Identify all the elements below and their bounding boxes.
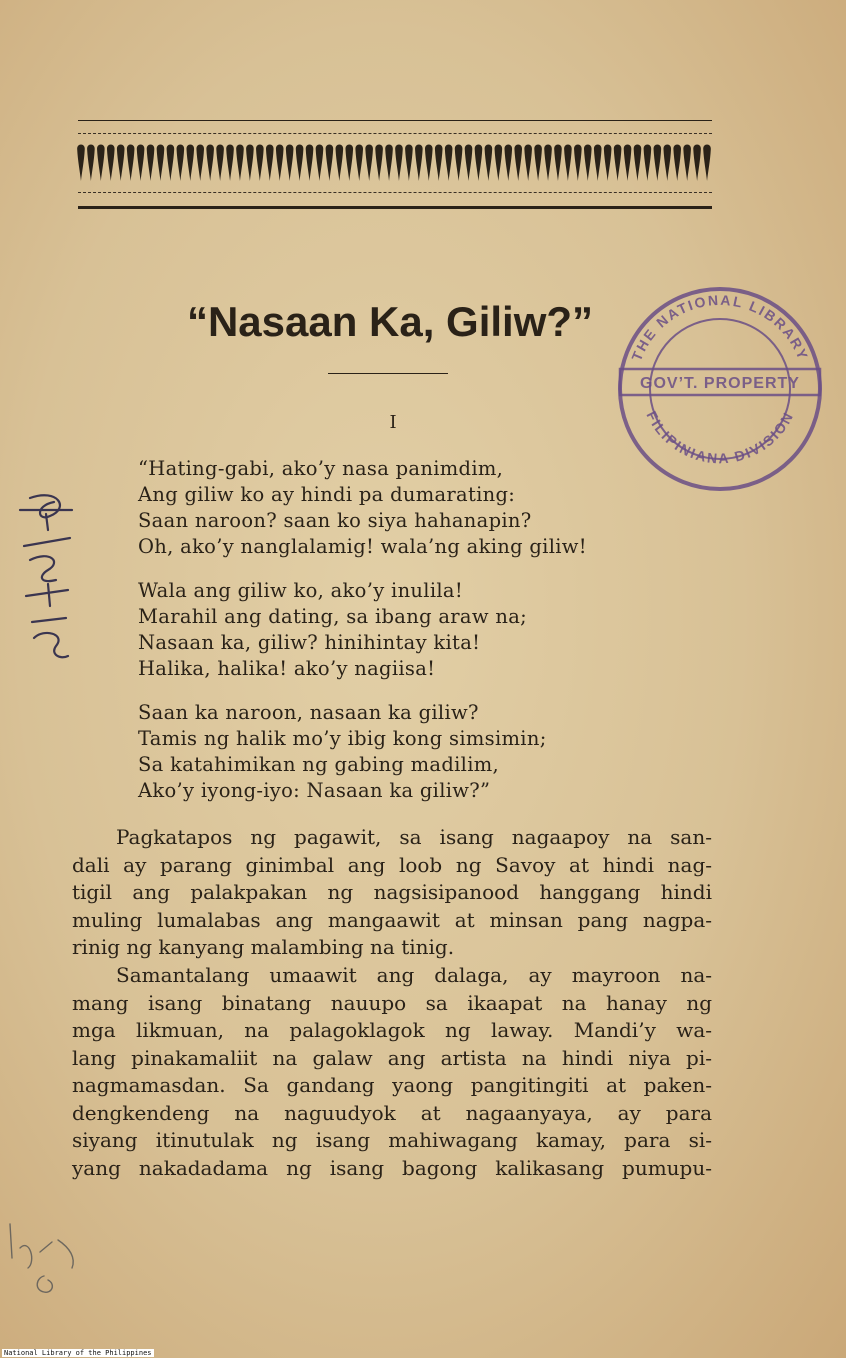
teardrop-ornament [495,145,503,182]
svg-text:GOV’T. PROPERTY: GOV’T. PROPERTY [640,375,800,392]
header-rule-top [78,120,712,121]
paragraph-line: yang nakadadama ng isang bagong kalikasang pumupu- [72,1155,712,1180]
teardrop-ornament [177,145,185,182]
page-title: “Nasaan Ka, Giliw?” [186,298,594,345]
teardrop-ornament [514,145,522,182]
verse-line: Nasaan ka, giliw? hinihintay kita! [138,631,481,654]
teardrop-ornament [77,145,85,182]
teardrop-ornament [544,145,552,182]
teardrop-ornament [415,145,423,182]
teardrop-ornament [445,145,453,182]
verse-line: Sa katahimikan ng gabing madilim, [138,753,500,776]
teardrop-ornament [355,145,363,182]
teardrop-ornament [663,145,671,182]
teardrop-ornament [644,145,652,182]
teardrop-ornament [276,145,284,182]
verse-line: Saan naroon? saan ko siya hahanapin? [138,509,532,532]
paragraph-line: tigil ang palakpakan ng nagsisipanood hanggang hindi [72,880,712,904]
teardrop-ornament [564,145,572,182]
verse-line: “Hating-gabi, ako’y nasa panimdim, [138,457,504,480]
verse-line: Halika, halika! ako’y nagiisa! [138,657,436,680]
teardrop-ornament [316,145,324,182]
paragraph-line: Samantalang umaawit ang dalaga, ay mayroon na- [116,963,712,987]
svg-text:FILIPINIANA DIVISION: FILIPINIANA DIVISION [643,408,797,467]
section-number: I [389,412,397,433]
verse-line: Oh, ako’y nanglalamig! wala’ng aking giliw! [138,535,587,558]
teardrop-ornament [455,145,463,182]
pencil-marks-icon [0,1218,90,1308]
teardrop-ornament [405,145,413,182]
teardrop-ornament [395,145,403,182]
teardrop-ornament [137,145,145,182]
teardrop-ornament [87,145,95,182]
verse-line: Ang giliw ko ay hindi pa dumarating: [138,483,516,506]
verse-stanza-3 [138,700,547,804]
library-stamp-icon [606,283,834,495]
teardrop-ornament [673,145,681,182]
teardrop-ornament [693,145,701,182]
teardrop-ornament [584,145,592,182]
teardrop-ornament [435,145,443,182]
teardrop-ornament [524,145,532,182]
teardrop-ornament [345,145,353,182]
teardrop-ornament [425,145,433,182]
teardrop-ornament [554,145,562,182]
verse-line: Tamis ng halik mo’y ibig kong simsimin; [138,727,547,750]
teardrop-ornament [604,145,612,182]
teardrop-ornament [703,145,711,182]
verse-stanza-1 [138,456,587,560]
handwritten-call-number-icon [10,488,80,668]
verse-stanza-2 [138,578,527,682]
teardrop-ornament [147,145,155,182]
teardrop-ornament [654,145,662,182]
paragraph-line: rinig ng kanyang malambing na tinig. [72,935,455,959]
teardrop-ornament [236,145,244,182]
teardrop-ornament [226,145,234,182]
paragraph-line: Pagkatapos ng pagawit, sa isang nagaapoy na san- [116,825,712,849]
teardrop-ornament [336,145,344,182]
teardrop-ornament [594,145,602,182]
teardrop-ornament [107,145,115,182]
teardrop-ornament [306,145,314,182]
paragraph-line: mang isang binatang nauupo sa ikaapat na hanay ng [72,990,712,1015]
footer-credit: National Library of the Philippines [4,1349,152,1357]
teardrop-ornament [385,145,393,182]
paragraph-2 [72,962,712,1182]
teardrop-ornament [326,145,334,182]
teardrop-ornament [186,145,194,182]
paragraph-line: dengkendeng na naguudyok at nagaanyaya, ay para [72,1100,712,1125]
teardrop-ornament [683,145,691,182]
teardrop-ornament [574,145,582,182]
header-dash-bottom [78,192,712,193]
verse-line: Saan ka naroon, nasaan ka giliw? [138,701,479,724]
teardrop-ornament [127,145,135,182]
verse-line: Marahil ang dating, sa ibang araw na; [138,605,527,628]
paragraph-line: dali ay parang ginimbal ang loob ng Savoy at hindi nag- [72,852,712,877]
teardrop-ornament [206,145,214,182]
teardrop-ornament [534,145,542,182]
verse-line: Ako’y iyong-iyo: Nasaan ka giliw?” [138,779,491,802]
teardrop-ornament [117,145,125,182]
paragraph-line: siyang itinutulak ng isang mahiwagang kamay, para si- [72,1128,712,1152]
teardrop-ornament [504,145,512,182]
teardrop-ornament [624,145,632,182]
header-dash-top [78,133,712,134]
teardrop-ornament [97,145,105,182]
teardrop-ornament [614,145,622,182]
teardrop-ornament [634,145,642,182]
teardrop-ornament [365,145,373,182]
teardrop-ornament [375,145,383,182]
teardrop-ornament [216,145,224,182]
paragraph-line: nagmamasdan. Sa gandang yaong pangitingiti at paken- [72,1073,712,1097]
paragraph-line: mga likmuan, na palagoklagok ng laway. Mandi’y wa- [72,1018,712,1042]
teardrop-ornament [256,145,264,182]
teardrop-ornament-row-icon [76,143,712,185]
teardrop-ornament [475,145,483,182]
title-underline [328,373,448,374]
teardrop-ornament [157,145,165,182]
paragraph-line: lang pinakamaliit na galaw ang artista na hindi niya pi- [72,1045,712,1070]
teardrop-ornament [465,145,473,182]
teardrop-ornament [196,145,204,182]
teardrop-ornament [266,145,274,182]
header-rule-bottom [78,206,712,209]
paragraph-line: muling lumalabas ang mangaawit at minsan pang nagpa- [72,907,712,932]
svg-text:THE NATIONAL LIBRARY: THE NATIONAL LIBRARY [628,291,812,364]
verse-line: Wala ang giliw ko, ako’y inulila! [138,579,463,602]
teardrop-ornament [485,145,493,182]
paragraph-1 [72,824,712,962]
teardrop-ornament [246,145,254,182]
teardrop-ornament [286,145,294,182]
teardrop-ornament [167,145,175,182]
teardrop-ornament [296,145,304,182]
